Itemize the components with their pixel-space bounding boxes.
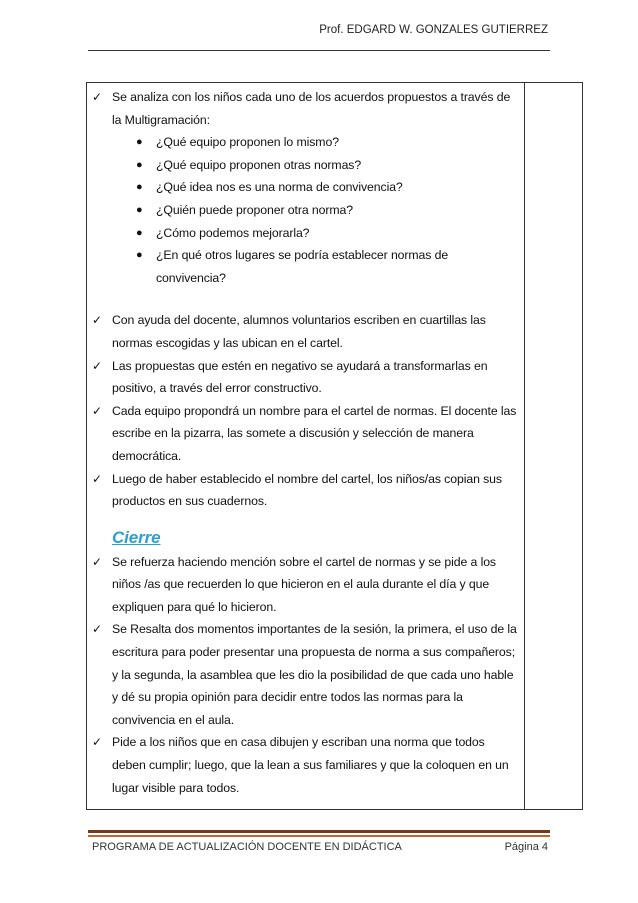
spacer [92,289,520,309]
check-item [92,86,520,131]
footer-program: PROGRAMA DE ACTUALIZACIÓN DOCENTE EN DIDÁCTICA [92,841,402,853]
checkmark-icon: ✓ [92,554,102,569]
check-item [92,731,520,799]
checkmark-icon: ✓ [92,313,102,328]
footer-page-number: Página 4 [504,841,548,853]
check-item-text: Se analiza con los niños cada uno de los acuerdos propuestos a través de la Multigramación: [112,90,511,127]
footer-rule-thin [88,835,550,837]
check-item-text: Se Resalta dos momentos importantes de la sesión, la primera, el uso de la escritura para poder presentar una propuesta de norma a sus compañeros; y la segunda, la asamblea que les dio la posibilidad de que cada uno hable y dé su propia opinión para decidir entre todos las normas para la convivencia en el aula. [112,622,517,727]
check-item [92,551,520,619]
checkmark-icon: ✓ [92,622,102,637]
check-item [92,400,520,468]
section-title-cierre: Cierre [112,527,161,547]
header-author: Prof. EDGARD W. GONZALES GUTIERREZ [319,24,548,36]
check-item [92,618,520,731]
check-item [92,355,520,400]
check-item-text: Cada equipo propondrá un nombre para el cartel de normas. El docente las escribe en la pizarra, las somete a discusión y selección de manera democrática. [112,403,517,463]
check-item-text: Las propuestas que estén en negativo se ayudará a transformarlas en positivo, a través del error constructivo. [112,358,488,396]
question-item: ● ¿Qué idea nos es una norma de convivencia? [92,176,520,199]
checkmark-icon: ✓ [92,403,102,418]
question-item: ● ¿Qué equipo proponen lo mismo? [92,131,520,154]
checkmark-icon: ✓ [92,735,102,750]
checkmark-icon: ✓ [92,358,102,373]
checkmark-icon: ✓ [92,90,102,104]
bullet-icon: ● [136,158,143,171]
check-item [92,309,520,354]
question-list [92,131,520,289]
check-item-text: Con ayuda del docente, alumnos voluntarios escriben en cuartillas las normas escogidas y las ubican en el cartel. [112,313,486,350]
check-item-text: Se refuerza haciendo mención sobre el cartel de normas y se pide a los niños /as que recuerden lo que hicieron en el aula durante el día y que expliquen para qué lo hicieron. [112,554,496,614]
question-item: ● ¿Qué equipo proponen otras normas? [92,154,520,177]
table-column-divider [524,82,525,810]
question-item: ● ¿Quién puede proponer otra norma? [92,199,520,222]
check-item [92,468,520,513]
bullet-icon: ● [136,136,143,149]
check-item-text: Luego de haber establecido el nombre del cartel, los niños/as copian sus productos en sus cuadernos. [112,471,502,509]
header-rule [88,50,550,51]
content-cell [92,86,520,799]
question-item: ● ¿Cómo podemos mejorarla? [92,222,520,245]
bullet-icon: ● [136,181,143,194]
footer-rule-thick [88,830,550,833]
bullet-icon: ● [136,203,143,216]
bullet-icon: ● [136,249,143,262]
bullet-icon: ● [136,226,143,239]
checkmark-icon: ✓ [92,471,102,486]
check-item-text: Pide a los niños que en casa dibujen y escriban una norma que todos deben cumplir; luego, que la lean a sus familiares y que la coloquen en un lugar visible para todos. [112,735,509,795]
question-item: ● ¿En qué otros lugares se podría establecer normas de convivencia? [92,244,520,289]
